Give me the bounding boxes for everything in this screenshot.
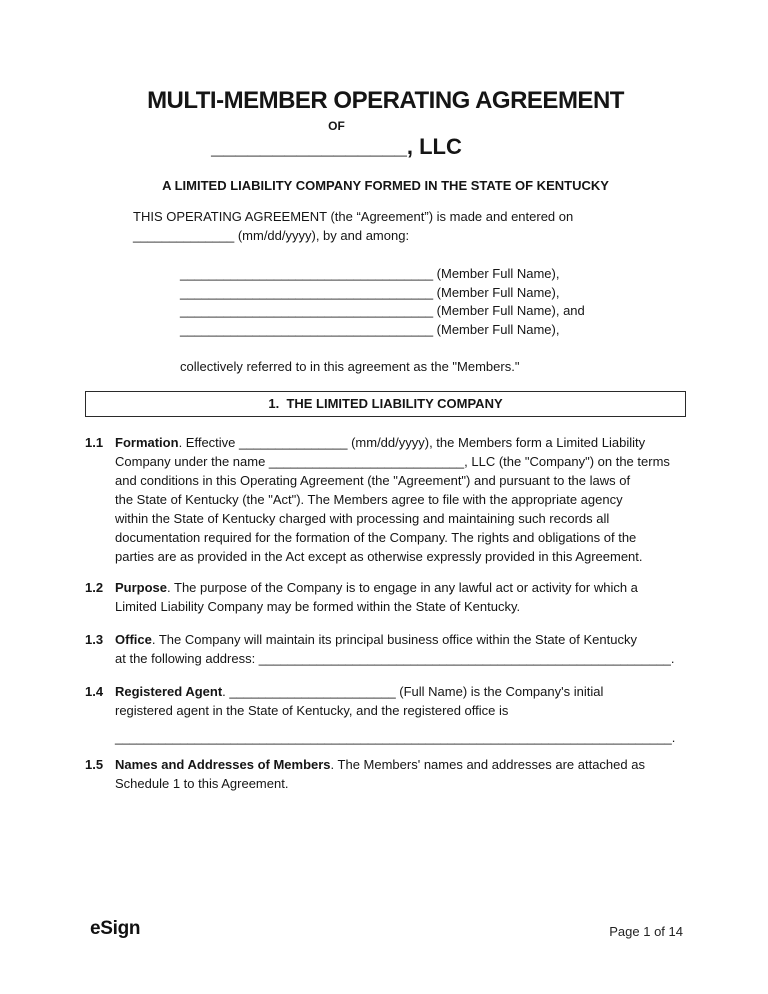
- registered-office-blank: _____________________________________________________________________________.: [115, 730, 676, 745]
- intro-line-1: THIS OPERATING AGREEMENT (the “Agreement”) is made and entered on: [133, 209, 574, 224]
- clause-heading: Names and Addresses of Members: [115, 757, 331, 772]
- member-name-list: [85, 265, 686, 339]
- member-name-line: ___________________________________ (Member Full Name),: [180, 321, 560, 337]
- member-name-line: ___________________________________ (Member Full Name),: [180, 266, 560, 281]
- intro-paragraph: [85, 207, 686, 245]
- clause-names-addresses: [85, 755, 686, 793]
- clause-number: 1.1: [85, 435, 104, 450]
- clause-number: 1.2: [85, 580, 104, 595]
- title-sub-block: [85, 119, 588, 160]
- section-1-header: 1. THE LIMITED LIABILITY COMPANY: [85, 391, 686, 417]
- company-name-blank: ________________, LLC: [211, 134, 462, 159]
- clause-body: Names and Addresses of Members. The Members' names and addresses are attached as Schedule 1 to this Agreement.: [115, 757, 645, 791]
- clause-body: Purpose. The purpose of the Company is to engage in any lawful act or activity for which a Limited Liability Company may be formed within the State of Kentucky.: [115, 580, 638, 614]
- member-name-line: ___________________________________ (Member Full Name),: [180, 284, 560, 300]
- clause-formation: [85, 433, 686, 566]
- esign-logo: eSign: [90, 918, 141, 939]
- document-subtitle: A LIMITED LIABILITY COMPANY FORMED IN THE STATE OF KENTUCKY: [162, 178, 609, 193]
- clause-body: Registered Agent. _______________________ (Full Name) is the Company's initial registered agent in the State of Kentucky, and the registered office is _____________________________________________________________________________.: [115, 682, 686, 747]
- document-title: MULTI-MEMBER OPERATING AGREEMENT: [147, 87, 624, 114]
- clause-heading: Purpose: [115, 580, 168, 595]
- clause-number: 1.4: [85, 684, 104, 699]
- members-note: collectively referred to in this agreement as the "Members.": [180, 359, 520, 374]
- clause-body: Formation. Effective _______________ (mm/dd/yyyy), the Members form a Limited Liability Company under the name ___________________________, LLC (the "Company") on the terms and conditions in this Operating Agreement (the "Agreement") and pursuant to the laws of the State of Kentucky (the "Act"). The Members agree to file with the appropriate agency within the State of Kentucky charged with processing and maintaining such records all documentation required for the formation of the Company. The rights and obligations of the parties are as provided in the Act except as otherwise expressly provided in this Agreement.: [115, 435, 670, 564]
- clause-body: Office. The Company will maintain its principal business office within the State of Kentucky at the following address: _________________________________________________________.: [115, 632, 675, 666]
- intro-line-2: ______________ (mm/dd/yyyy), by and among:: [133, 228, 410, 243]
- clause-office: [85, 630, 686, 668]
- clause-heading: Formation: [115, 435, 179, 450]
- page-number: Page 1 of 14: [609, 924, 683, 939]
- clause-heading: Office: [115, 632, 152, 647]
- clause-number: 1.3: [85, 632, 104, 647]
- clause-registered-agent: [85, 682, 686, 747]
- clause-number: 1.5: [85, 757, 104, 772]
- document-content: [85, 88, 686, 793]
- clause-purpose: [85, 578, 686, 616]
- clause-heading: Registered Agent: [115, 684, 223, 699]
- member-name-line: ___________________________________ (Member Full Name), and: [180, 303, 585, 318]
- title-of-label: OF: [328, 119, 345, 133]
